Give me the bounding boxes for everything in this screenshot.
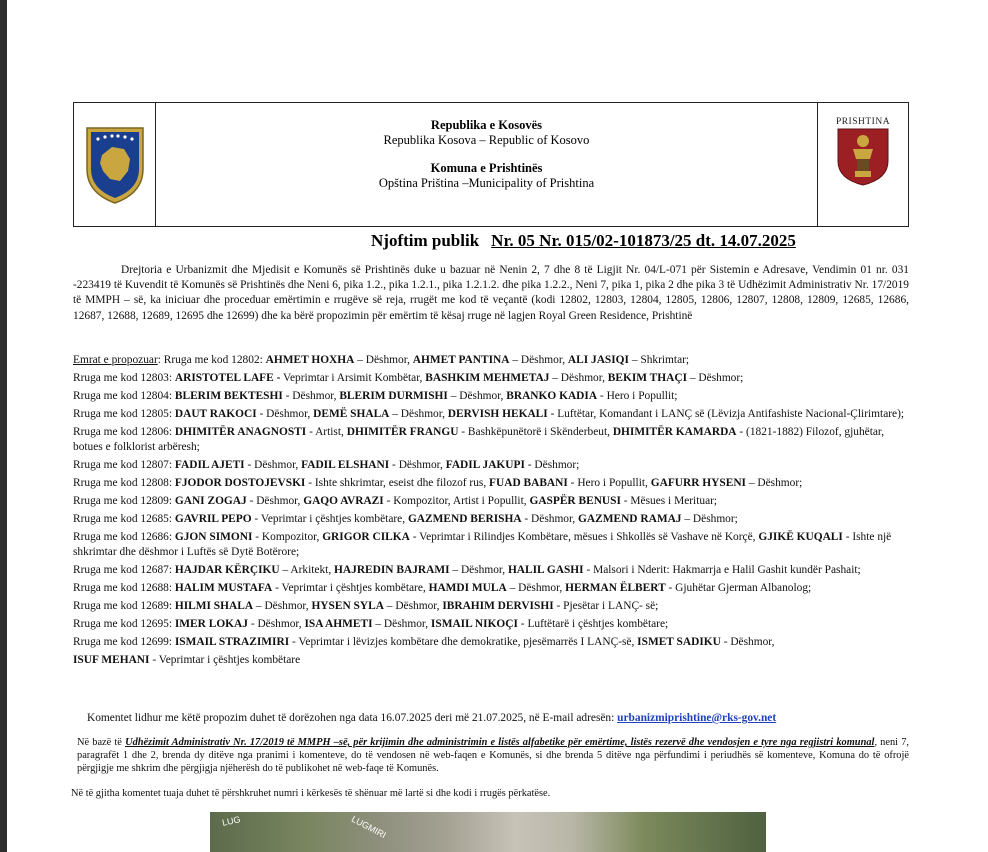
road-code: Rruga me kod 12804:	[73, 390, 175, 402]
name-description: - Dëshmor,	[521, 513, 579, 526]
name-description: - Dëshmor,	[256, 408, 314, 420]
proposed-name: FADIL JAKUPI	[445, 459, 525, 472]
name-description: – Dëshmor,	[354, 354, 413, 366]
road-code: Rruga me kod 12699:	[73, 636, 175, 649]
name-description: - Veprimtar i çështjes kombëtare,	[251, 513, 408, 526]
name-description: - Artist,	[306, 426, 347, 438]
proposed-name: GJON SIMONI	[174, 531, 253, 544]
proposed-name: BLERIM BEKTESHI	[174, 390, 283, 402]
road-entry	[73, 389, 909, 404]
name-description: - Veprimtar i çështjes kombëtare,	[272, 582, 429, 595]
road-entry	[73, 635, 909, 650]
name-description: – Dëshmor,	[383, 600, 443, 613]
name-description: - Hero i Popullit,	[567, 477, 651, 490]
prishtina-logo-text: PRISHTINA	[835, 117, 891, 127]
proposed-name: BRANKO KADIA	[506, 390, 598, 402]
name-description: - Dëshmor,	[282, 390, 340, 402]
proposed-name: FADIL AJETI	[174, 459, 245, 472]
name-description: - Malsori i Nderit: Hakmarrja e Halil Gashit kundër Pashait;	[583, 564, 861, 577]
email-link[interactable]: urbanizmiprishtine@rks-gov.net	[617, 712, 777, 724]
comments-text: Komentet lidhur me këtë propozim duhet të dorëzohen nga data 16.07.2025 deri më 21.07.2025, në E-mail adresën:	[87, 712, 618, 724]
proposed-name: HERMAN ËLBERT	[565, 582, 666, 595]
proposed-name: DAUT RAKOCI	[174, 408, 257, 420]
proposed-name: HAJREDIN BAJRAMI	[334, 564, 450, 577]
legal-basis-paragraph	[77, 736, 909, 775]
proposed-name: GANI ZOGAJ	[174, 495, 247, 508]
proposed-name: ISMET SADIKU	[637, 636, 721, 649]
municipality-alt-name: Opština Priština –Municipality of Prishtina	[378, 176, 595, 190]
name-description: - Luftëtarë i çështjes kombëtare;	[517, 618, 669, 631]
proposed-name: HALIM MUSTAFA	[174, 582, 273, 595]
road-code: Rruga me kod 12687:	[73, 564, 175, 577]
road-entry	[73, 407, 909, 422]
proposed-name: ISUF MEHANI	[73, 654, 150, 667]
name-description: – Dëshmor;	[745, 477, 803, 490]
proposed-name: AHMET PANTINA	[412, 354, 510, 366]
proposed-name: HYSEN SYLA	[311, 600, 384, 613]
proposed-name: ARISTOTEL LAFE -	[174, 372, 281, 384]
road-code: Rruga me kod 12689:	[73, 600, 175, 613]
road-entry	[73, 599, 909, 614]
proposed-name: IBRAHIM DERVISHI	[442, 600, 554, 613]
name-description: - Hero i Popullit;	[597, 390, 678, 402]
road-names-list	[73, 353, 909, 671]
proposed-name: GAZMEND RAMAJ	[578, 513, 682, 526]
name-description: - Luftëtar, Komandant i LANÇ së (Lëvizja Antifashiste Nacional-Çlirimtare);	[547, 408, 905, 420]
proposed-name: DEMË SHALA	[313, 408, 390, 420]
road-entry	[73, 512, 909, 527]
republic-name: Republika e Kosovës	[430, 118, 543, 132]
proposed-name: HAMDI MULA	[428, 582, 507, 595]
name-description: – Arkitekt,	[279, 564, 335, 577]
comments-requirement: Në të gjitha komentet tuaja duhet të përshkruhet numri i kërkesës të shënuar më lartë si dhe kodi i rrugës përkatëse.	[71, 788, 551, 799]
proposed-name: DHIMITËR ANAGNOSTI	[174, 426, 307, 438]
name-description: - Veprimtar i Rilindjes Kombëtare, mësues i Shkollës së Vashave në Korçë,	[409, 531, 759, 544]
proposed-name: DERVISH HEKALI	[447, 408, 548, 420]
notice-title-label: Njoftim publik	[371, 231, 480, 250]
proposed-name: GJIKË KUQALI	[758, 531, 843, 544]
prishtina-coat-of-arms-icon	[835, 127, 891, 187]
name-description: – Dëshmor,	[253, 600, 312, 613]
proposed-name: ALI JASIQI	[567, 354, 629, 366]
road-entry	[73, 581, 909, 596]
name-description: - Pjesëtar i LANÇ- së;	[553, 600, 659, 613]
road-code: Rruga me kod 12695:	[73, 618, 175, 631]
name-description: - Veprimtar i lëvizjes kombëtare dhe demokratike, pjesëmarrës I LANÇ-së,	[289, 636, 638, 649]
name-description: - Dëshmor,	[247, 618, 305, 631]
notice-number: Nr. 05 Nr. 015/02-101873/25 dt. 14.07.2025	[491, 231, 796, 250]
road-code: Rruga me kod 12802:	[163, 354, 266, 366]
proposed-name: ISMAIL NIKOÇI	[430, 618, 518, 631]
road-entry: Emrat e propozuar: Rruga me kod 12802: AHMET HOXHA – Dëshmor, AHMET PANTINA – Dëshmor, ALI JASIQI – Shkrimtar;	[73, 354, 690, 366]
road-entry	[73, 530, 909, 560]
name-description: - Ishte një shkrimtar dhe dëshmor i Luftës së Dytë Botërore;	[73, 531, 892, 559]
proposed-name: DHIMITËR FRANGU	[346, 426, 459, 438]
road-entry	[73, 458, 909, 473]
name-description: – Shkrimtar;	[628, 354, 690, 366]
name-description: - (1821-1882) Filozof, gjuhëtar, botues e folklorist arbëresh;	[73, 426, 885, 454]
proposed-name: HAJDAR KËRÇIKU	[174, 564, 280, 577]
document-page	[7, 0, 988, 852]
proposed-name: HALIL GASHI	[507, 564, 584, 577]
proposed-name: ISA AHMETI	[304, 618, 373, 631]
name-description: - Kompozitor,	[252, 531, 323, 544]
proposed-name: GASPËR BENUSI	[529, 495, 621, 508]
kosovo-emblem-cell	[74, 103, 156, 226]
proposed-name: GAQO AVRAZI	[303, 495, 384, 508]
road-code: Rruga me kod 12688:	[73, 582, 175, 595]
proposed-name: GRIGOR CILKA	[322, 531, 410, 544]
proposed-name: BASHKIM MEHMETAJ	[425, 372, 550, 384]
proposed-name: FADIL ELSHANI	[301, 459, 390, 472]
name-description: - Dëshmor,	[246, 495, 304, 508]
proposed-name: GAVRIL PEPO	[174, 513, 252, 526]
letterhead	[73, 102, 909, 227]
notice-title	[371, 231, 796, 251]
name-description: – Dëshmor,	[549, 372, 608, 384]
list-intro: Emrat e propozuar	[73, 354, 158, 366]
republic-alt-name: Republika Kosova – Republic of Kosovo	[383, 133, 590, 147]
proposed-name: DHIMITËR KAMARDA	[612, 426, 737, 438]
municipality-name: Komuna e Prishtinës	[430, 161, 543, 175]
proposed-name: HILMI SHALA	[174, 600, 254, 613]
map-label-lug: LUG	[221, 814, 242, 828]
road-code: Rruga me kod 12806:	[73, 426, 175, 438]
name-description: – Dëshmor,	[509, 354, 568, 366]
proposed-name: IMER LOKAJ	[174, 618, 248, 631]
name-description: - Dëshmor;	[524, 459, 580, 472]
name-description: - Bashkëpunëtorë i Skënderbeut,	[458, 426, 613, 438]
road-entry	[73, 494, 909, 509]
name-description: – Dëshmor,	[506, 582, 566, 595]
proposed-name: FUAD BABANI	[489, 477, 568, 490]
site-map-image	[210, 812, 766, 852]
road-entry	[73, 653, 909, 668]
proposed-name: BEKIM THAÇI	[607, 372, 688, 384]
road-code: Rruga me kod 12807:	[73, 459, 175, 472]
name-description: – Dëshmor,	[447, 390, 507, 402]
proposed-name: GAFURR HYSENI	[650, 477, 746, 490]
name-description: - Dëshmor,	[389, 459, 446, 472]
name-description: - Mësues i Merituar;	[620, 495, 718, 508]
road-entry	[73, 563, 909, 578]
road-code: Rruga me kod 12686:	[73, 531, 175, 544]
road-entry	[73, 617, 909, 632]
road-code: Rruga me kod 12809:	[73, 495, 175, 508]
proposed-name: AHMET HOXHA	[265, 354, 355, 366]
road-entry	[73, 476, 909, 491]
road-entry	[73, 425, 909, 455]
name-description: – Dëshmor;	[681, 513, 738, 526]
name-description: - Dëshmor,	[244, 459, 302, 472]
proposed-name: GAZMEND BERISHA	[407, 513, 522, 526]
proposed-name: ISMAIL STRAZIMIRI	[174, 636, 290, 649]
proposed-name: FJODOR DOSTOJEVSKI	[174, 477, 306, 490]
comments-paragraph	[87, 711, 907, 726]
intro-paragraph: Drejtoria e Urbanizmit dhe Mjedisit e Komunës së Prishtinës duke u bazuar në Nenin 2, 7 dhe 8 të Ligjit Nr. 04/L-071 për Sistemin e Adresave, Vendimin 01 nr. 031 -223419 të Kuvendit të Komunës së Prishtinës dhe Neni 6, pika 1.2., pika 1.2.1., pika 1.2.1.2. dhe pika 1.2.2., Neni 7, pika 1, pika 2 dhe pika 3 të Udhëzimit Administrativ Nr. 17/2019 të MMPH – së, ka iniciuar dhe proceduar emërtimin e rrugëve së reja, rrugët me kod të veçantë (kodi 12802, 12803, 12804, 12805, 12806, 12807, 12808, 12809, 12685, 12686, 12687, 12688, 12689, 12695 dhe 12699) dhe ka bërë propozimin për emërtim të kësaj rruge në lagjen Royal Green Residence, Prishtinë	[73, 264, 909, 322]
name-description: – Dëshmor,	[389, 408, 448, 420]
road-code: Rruga me kod 12808:	[73, 477, 175, 490]
road-code: Rruga me kod 12803:	[73, 372, 175, 384]
proposed-name: BLERIM DURMISHI	[339, 390, 448, 402]
kosovo-emblem-icon	[84, 125, 146, 205]
map-label-lugmiri: LUGMIRI	[349, 813, 388, 841]
legal-basis-pre: Në bazë të	[77, 737, 126, 748]
letterhead-text	[156, 103, 817, 226]
road-code: Rruga me kod 12685:	[73, 513, 175, 526]
prishtina-logo-cell	[817, 103, 908, 226]
name-description: - Ishte shkrimtar, eseist dhe filozof rus,	[305, 477, 490, 490]
road-code: Rruga me kod 12805:	[73, 408, 175, 420]
name-description: - Veprimtar i çështjes kombëtare	[149, 654, 301, 667]
name-description: - Dëshmor,	[720, 636, 775, 649]
name-description: - Gjuhëtar Gjerman Albanolog;	[665, 582, 812, 595]
name-description: – Dëshmor;	[687, 372, 744, 384]
road-entry	[73, 371, 909, 386]
name-description: Veprimtar i Arsimit Kombëtar,	[280, 372, 426, 384]
name-description: – Dëshmor,	[449, 564, 508, 577]
name-description: – Dëshmor,	[372, 618, 431, 631]
name-description: - Kompozitor, Artist i Popullit,	[383, 495, 530, 508]
legal-basis-post: , neni 7, paragrafët 1 dhe 2, brenda dy ditëve nga pranimi i komenteve, do të vendosen në web-faqen e Komunës, si dhe brenda 5 ditëve nga përfundimi i periudhës së komenteve, Komuna do të ofrojë përgjigje me shkrim dhe përgjigja njëherësh do të publikohet në web-faqe të Komunës.	[77, 737, 909, 774]
legal-basis-reference: Udhëzimit Administrativ Nr. 17/2019 të MMPH –së, për krijimin dhe administrimin e listës alfabetike për emërtime, listës rezervë dhe vendosjen e tyre nga regjistri komunal	[125, 737, 875, 748]
